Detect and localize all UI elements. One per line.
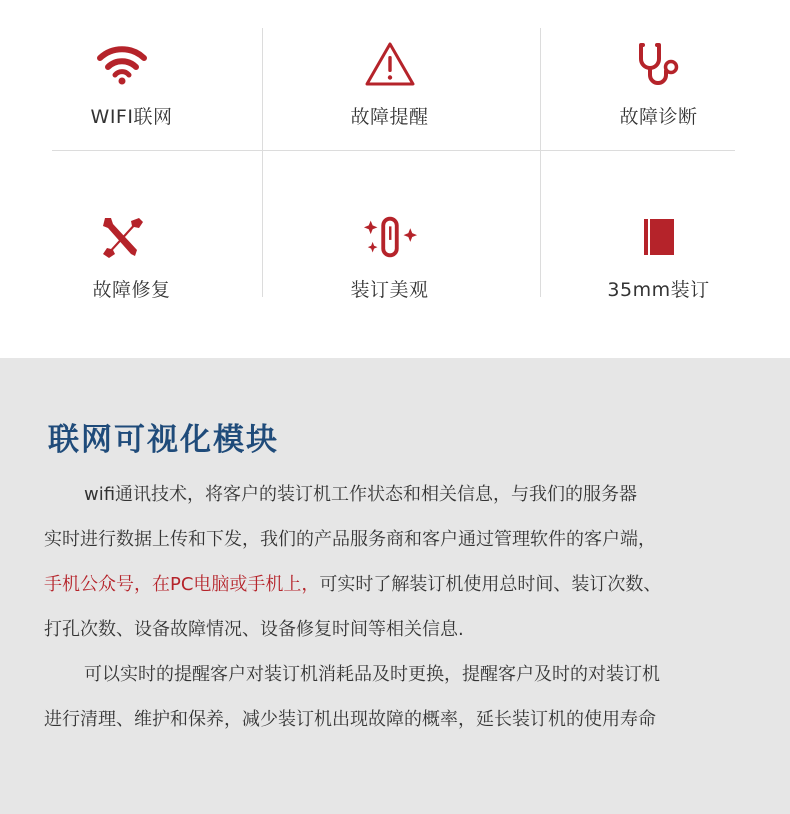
feature-fault-alert <box>258 0 521 150</box>
paragraph-line-mixed <box>44 570 661 596</box>
paragraph-line: 实时进行数据上传和下发，我们的产品服务商和客户通过管理软件的客户端， <box>44 529 656 550</box>
feature-label: 故障诊断 <box>619 106 698 128</box>
paragraph-line: 进行清理、维护和保养，减少装订机出现故障的概率，延长装订机的使用寿命 <box>44 709 656 730</box>
feature-label: 35mm装订 <box>607 279 710 301</box>
feature-grid <box>0 0 790 358</box>
wifi-icon <box>94 36 150 92</box>
feature-label: WIFI联网 <box>90 106 173 128</box>
paragraph-line: 打孔次数、设备故障情况、设备修复时间等相关信息. <box>44 619 464 640</box>
grid-divider <box>52 150 735 151</box>
book-icon <box>630 209 686 265</box>
feature-label: 故障修复 <box>92 279 171 301</box>
stethoscope-icon <box>630 36 686 92</box>
section-title: 联网可视化模块 <box>48 422 279 458</box>
paragraph-text: 可实时了解装订机使用总时间、装订次数、 <box>319 574 662 595</box>
feature-label: 故障提醒 <box>350 106 429 128</box>
feature-neat-binding <box>258 173 521 323</box>
warning-icon <box>362 36 418 92</box>
binding-sparkle-icon <box>362 209 418 265</box>
paragraph-line: 可以实时的提醒客户对装订机消耗品及时更换，提醒客户及时的对装订机 <box>84 664 660 685</box>
feature-fault-diagnosis <box>527 0 790 150</box>
wrench-screwdriver-icon <box>94 209 150 265</box>
feature-fault-repair <box>0 173 263 323</box>
feature-35mm-binding <box>527 173 790 323</box>
feature-label: 装订美观 <box>350 279 429 301</box>
feature-wifi <box>0 0 263 150</box>
highlighted-text: 手机公众号，在PC电脑或手机上， <box>44 574 320 595</box>
paragraph-line: wifi通讯技术，将客户的装订机工作状态和相关信息，与我们的服务器 <box>84 484 638 505</box>
